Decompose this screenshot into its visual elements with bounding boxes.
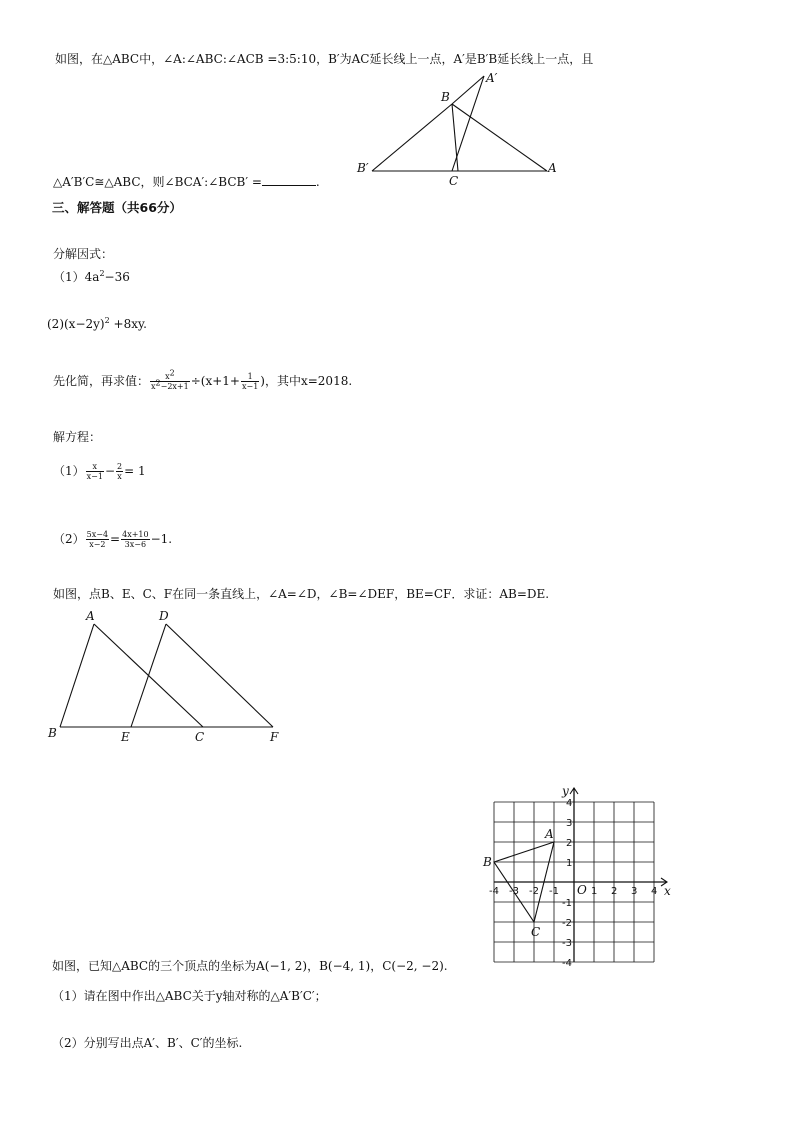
y-tick-label: -4 bbox=[562, 958, 572, 969]
q3-fraction-1 bbox=[150, 368, 190, 391]
q2-part1 bbox=[53, 269, 130, 285]
q4-p1-f2-num: 2 bbox=[117, 462, 123, 471]
q3-f1-den-sup: 2 bbox=[155, 378, 161, 388]
y-tick-label: -2 bbox=[562, 918, 572, 929]
x-tick-label: 3 bbox=[631, 886, 638, 897]
x-tick-label: -4 bbox=[489, 886, 499, 897]
y-tick-label: -1 bbox=[562, 898, 572, 909]
x-tick-label: -2 bbox=[529, 886, 539, 897]
q2-p1-sup: 2 bbox=[99, 269, 105, 278]
q1-line1: 如图，在△ABC中，∠A:∠ABC:∠ACB =3:5:10，B′为AC延长线上一点，A′是B′B延长线上一点，且 bbox=[55, 52, 594, 66]
x-axis-label: x bbox=[664, 884, 671, 898]
q4-p1-frac2 bbox=[116, 462, 123, 481]
q1-label-a-prime: A′ bbox=[486, 71, 498, 85]
y-axis-label: y bbox=[562, 784, 569, 798]
section-heading: 三、解答题（共66分） bbox=[52, 200, 182, 215]
q4-p1-rhs: = 1 bbox=[124, 464, 146, 478]
x-tick-label: -3 bbox=[509, 886, 519, 897]
q3-f1-den: x bbox=[151, 382, 156, 391]
q4-p2-label: （2） bbox=[53, 532, 85, 546]
q5-label-e: E bbox=[121, 730, 130, 744]
q3-f2-num: 1 bbox=[241, 372, 259, 382]
q5-figure bbox=[0, 600, 320, 750]
q4-p2-eq: = bbox=[110, 532, 121, 546]
q4-p1-f1-den: x−1 bbox=[86, 472, 103, 481]
q5-label-a: A bbox=[86, 609, 95, 623]
q4-p2-frac1 bbox=[86, 530, 109, 549]
q3-prefix: 先化简，再求值： bbox=[53, 374, 150, 388]
q4-part1 bbox=[53, 462, 146, 481]
y-tick-label: 2 bbox=[566, 838, 573, 849]
q5-label-d: D bbox=[159, 609, 169, 623]
q4-p1-minus: − bbox=[104, 464, 116, 478]
q2-p2-text: (2)(x−2y) bbox=[47, 317, 105, 331]
q4-p2-rhs: −1. bbox=[150, 532, 173, 546]
q3-expression bbox=[53, 368, 353, 391]
y-tick-label: 3 bbox=[566, 818, 573, 829]
q3-f1-num: x bbox=[165, 372, 170, 381]
q1-label-a: A bbox=[548, 161, 557, 175]
q6-text: 如图，已知△ABC的三个顶点的坐标为A(−1, 2)，B(−4, 1)，C(−2, −2). bbox=[52, 959, 448, 973]
answer-blank bbox=[262, 174, 316, 186]
q4-intro: 解方程： bbox=[53, 430, 102, 444]
q3-mid: ÷(x+1+ bbox=[190, 374, 240, 388]
q2-p1-suffix: −36 bbox=[104, 270, 130, 284]
q2-p2-sup: 2 bbox=[104, 316, 110, 325]
q1-label-c: C bbox=[449, 174, 459, 188]
q4-p2-frac2 bbox=[121, 530, 149, 549]
q4-p2-f2-den: 3x−6 bbox=[124, 540, 147, 549]
x-tick-label: 4 bbox=[651, 886, 658, 897]
q3-f1-num-sup: 2 bbox=[169, 368, 175, 378]
q4-p1-f1-num: x bbox=[86, 462, 104, 472]
q5-label-c: C bbox=[195, 730, 205, 744]
q6-part2: （2）分别写出点A′、B′、C′的坐标. bbox=[52, 1036, 243, 1050]
q1-line2-prefix: △A′B′C≅△ABC，则∠BCA′:∠BCB′ = bbox=[53, 175, 262, 189]
q3-f1-den-rest: −2x+1 bbox=[160, 382, 189, 391]
x-tick-label: 1 bbox=[591, 886, 598, 897]
q3-suffix: )，其中x=2018. bbox=[260, 374, 353, 388]
q1-label-b-prime: B′ bbox=[357, 161, 369, 175]
y-tick-label: 4 bbox=[566, 798, 573, 809]
y-tick-label: 1 bbox=[566, 858, 573, 869]
q5-label-b: B bbox=[48, 726, 57, 740]
q4-p2-f1-den: x−2 bbox=[89, 540, 106, 549]
q1-label-b: B bbox=[441, 90, 450, 104]
q6-part1: （1）请在图中作出△ABC关于y轴对称的△A′B′C′； bbox=[52, 989, 327, 1003]
q6-coordinate-grid bbox=[480, 780, 680, 970]
x-tick-label: 2 bbox=[611, 886, 618, 897]
q4-p2-f1-num: 5x−4 bbox=[86, 530, 109, 539]
q1-line2 bbox=[53, 174, 320, 190]
q2-p1-text: （1）4a bbox=[53, 270, 100, 284]
q1-line2-suffix: . bbox=[315, 175, 320, 189]
q4-part2 bbox=[53, 530, 172, 549]
axes bbox=[494, 784, 671, 962]
q2-p2-suffix: +8xy. bbox=[109, 317, 147, 331]
q4-p1-frac1 bbox=[86, 462, 104, 481]
x-tick-label: -1 bbox=[549, 886, 559, 897]
origin-label: O bbox=[577, 883, 587, 897]
q4-p1-f2-den: x bbox=[117, 472, 122, 481]
point-a-label: A bbox=[545, 827, 554, 841]
point-c-label: C bbox=[531, 925, 541, 939]
q4-p2-f2-num: 4x+10 bbox=[122, 530, 149, 539]
q4-p1-label: （1） bbox=[53, 464, 85, 478]
q5-text: 如图，点B、E、C、F在同一条直线上，∠A=∠D，∠B=∠DEF，BE=CF．求证：AB=DE. bbox=[53, 587, 550, 601]
q2-part2 bbox=[47, 316, 147, 332]
q3-fraction-2 bbox=[241, 372, 259, 391]
q3-f2-den: x−1 bbox=[241, 382, 259, 391]
y-tick-label: -3 bbox=[562, 938, 572, 949]
q5-label-f: F bbox=[270, 730, 279, 744]
q2-intro: 分解因式： bbox=[53, 247, 114, 261]
point-b-label: B bbox=[483, 855, 492, 869]
q1-figure bbox=[0, 0, 794, 200]
